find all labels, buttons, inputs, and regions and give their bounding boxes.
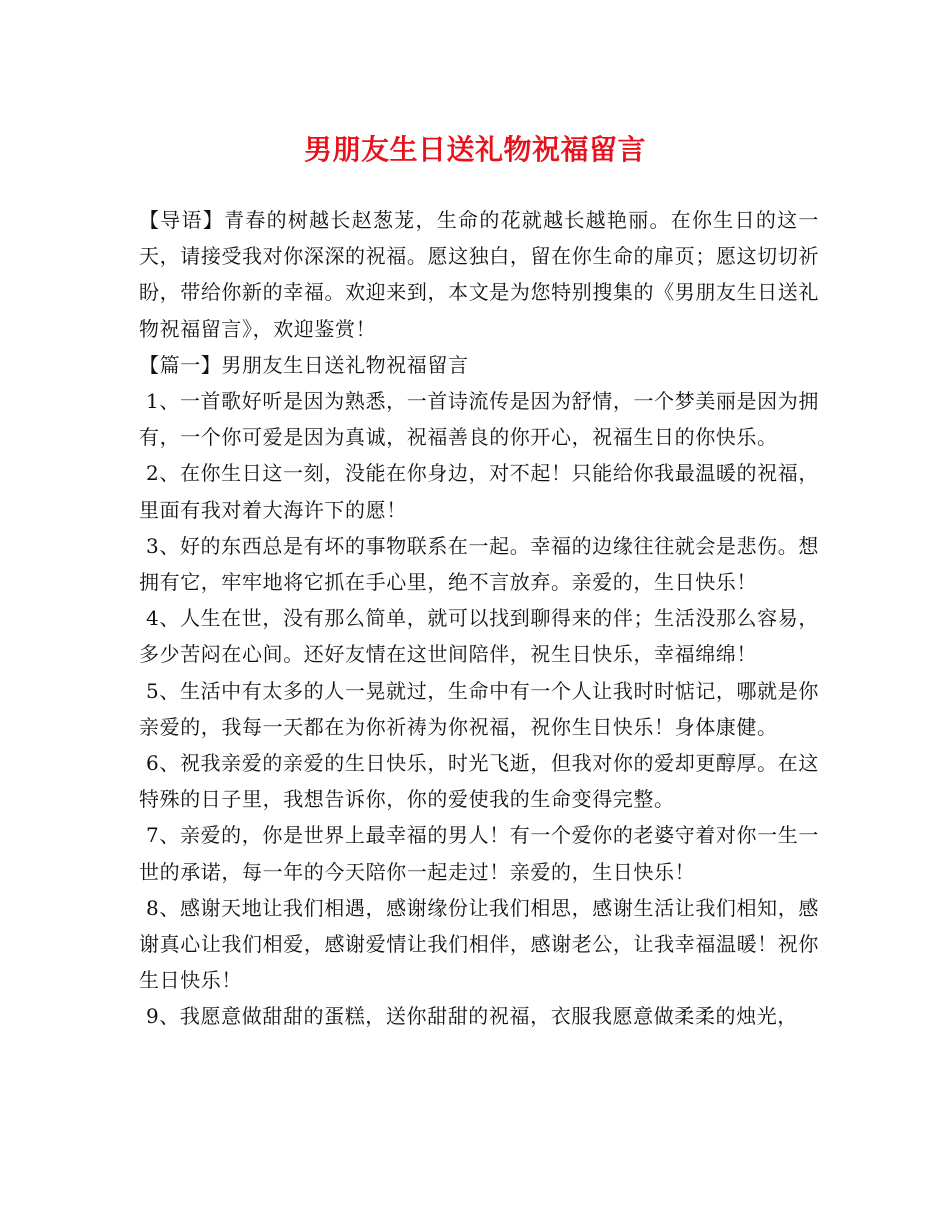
list-item: 3、好的东西总是有坏的事物联系在一起。幸福的边缘往往就会是悲伤。想拥有它，牢牢地将它抓在手心里，绝不言放弃。亲爱的，生日快乐！: [139, 533, 819, 595]
list-item: 6、祝我亲爱的亲爱的生日快乐，时光飞逝，但我对你的爱却更醇厚。在这特殊的日子里，我想告诉你，你的爱使我的生命变得完整。: [139, 751, 819, 812]
document-body: [139, 202, 819, 1035]
document-title: 男朋友生日送礼物祝福留言: [303, 133, 646, 166]
list-item: 5、生活中有太多的人一晃就过，生命中有一个人让我时时惦记，哪就是你亲爱的，我每一天都在为你祈祷为你祝福，祝你生日快乐！身体康健。: [139, 678, 819, 739]
section-heading: 【篇一】男朋友生日送礼物祝福留言: [139, 352, 469, 377]
list-item: 4、人生在世，没有那么简单，就可以找到聊得来的伴；生活没那么容易，多少苦闷在心间。还好友情在这世间陪伴，祝生日快乐，幸福绵绵！: [139, 606, 819, 667]
list-item: 8、感谢天地让我们相遇，感谢缘份让我们相思，感谢生活让我们相知，感谢真心让我们相爱，感谢爱情让我们相伴，感谢老公，让我幸福温暖！祝你生日快乐！: [139, 895, 819, 993]
intro-paragraph: 【导语】青春的树越长赵葱茏，生命的花就越长越艳丽。在你生日的这一天，请接受我对你深深的祝福。愿这独白，留在你生命的扉页；愿这切切祈盼，带给你新的幸福。欢迎来到，本文是为您特别搜集的《男朋友生日送礼物祝福留言》，欢迎鉴赏！: [139, 208, 819, 341]
list-item: 9、我愿意做甜甜的蛋糕，送你甜甜的祝福，衣服我愿意做柔柔的烛光，: [139, 1004, 798, 1029]
list-item: 7、亲爱的，你是世界上最幸福的男人！有一个爱你的老婆守着对你一生一世的承诺，每一年的今天陪你一起走过！亲爱的，生日快乐！: [139, 823, 819, 884]
list-item: 2、在你生日这一刻，没能在你身边，对不起！只能给你我最温暖的祝福，里面有我对着大海许下的愿！: [139, 461, 819, 522]
list-item: 1、一首歌好听是因为熟悉，一首诗流传是因为舒情，一个梦美丽是因为拥有，一个你可爱是因为真诚，祝福善良的你开心，祝福生日的你快乐。: [139, 389, 819, 450]
